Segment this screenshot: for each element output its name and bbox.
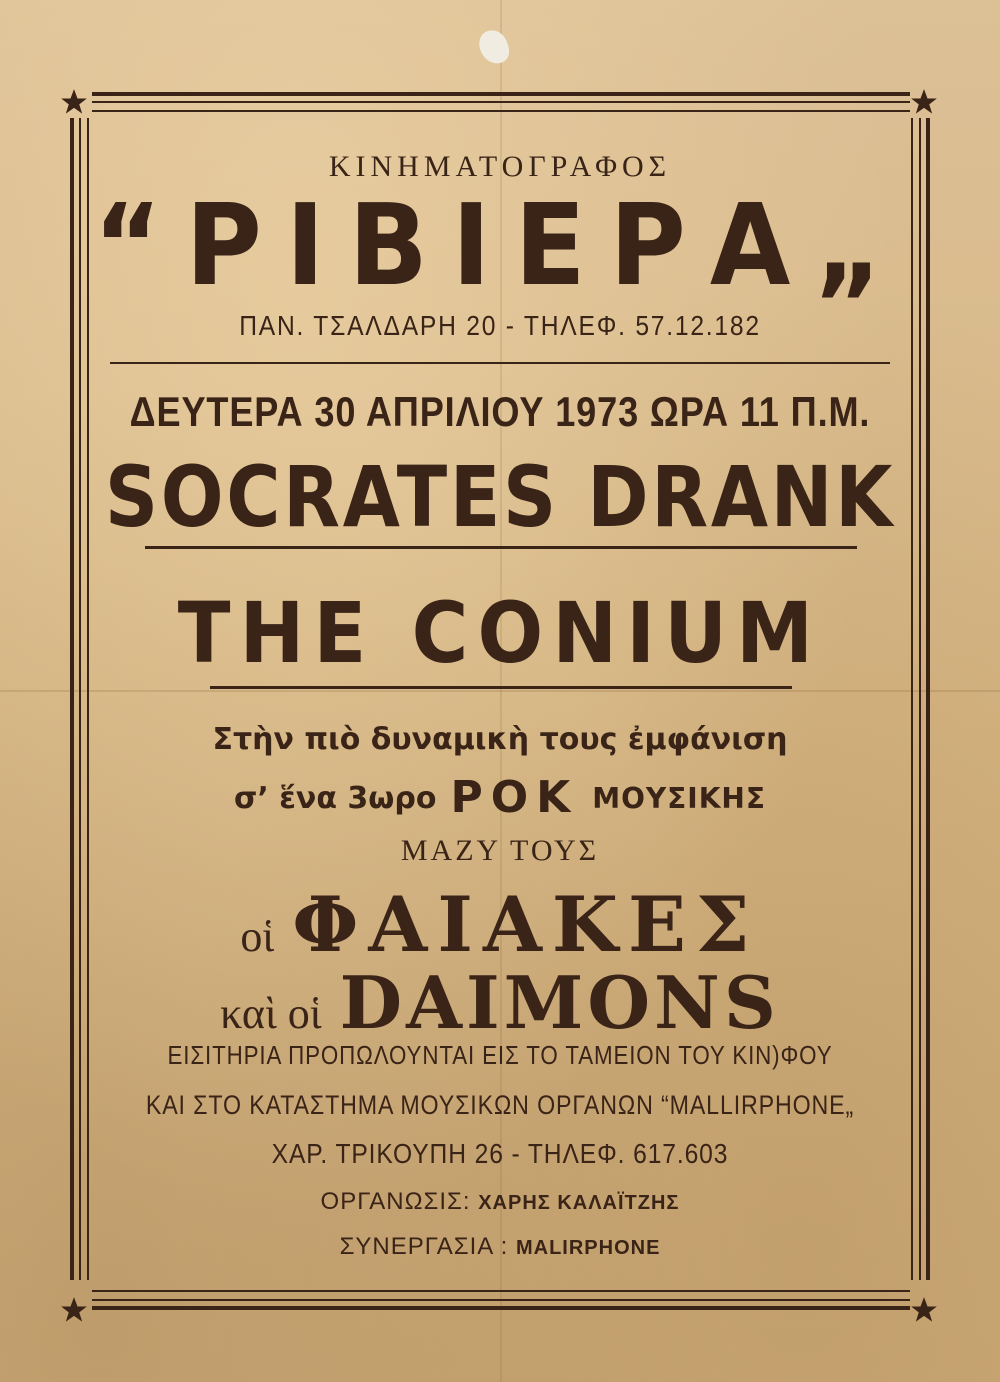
tickets-line-3: ΧΑΡ. ΤΡΙΚΟΥΠΗ 26 - ΤΗΛΕΦ. 617.603 bbox=[271, 1138, 729, 1169]
border-line bbox=[92, 110, 910, 112]
organization-value: ΧΑΡΗΣ ΚΑΛΑΪΤΖΗΣ bbox=[478, 1192, 680, 1214]
border-line bbox=[92, 1290, 910, 1292]
border-line bbox=[92, 92, 910, 96]
act-1-name: ΦΑΙΑΚΕΣ bbox=[292, 880, 760, 969]
star-icon bbox=[910, 88, 938, 116]
headliner-line-1: SOCRATES DRANK bbox=[104, 448, 896, 546]
with-them-label: ΜΑΖΥ ΤΟΥΣ bbox=[400, 834, 600, 867]
divider bbox=[145, 546, 857, 549]
collaboration-line bbox=[0, 1233, 1000, 1261]
support-act-2 bbox=[0, 960, 1000, 1045]
genre-label: ΡΟΚ bbox=[450, 772, 579, 823]
collaboration-label: ΣΥΝΕΡΓΑΣΙΑ : bbox=[339, 1233, 509, 1260]
border-line bbox=[92, 101, 910, 103]
act-2-article: καὶ οἱ bbox=[220, 989, 322, 1038]
border-line bbox=[92, 1299, 910, 1301]
star-icon bbox=[60, 1296, 88, 1324]
headliner-line-2: THE CONIUM bbox=[177, 584, 823, 682]
act-1-article: οἱ bbox=[240, 912, 275, 961]
organization-line bbox=[0, 1188, 1000, 1216]
border-line bbox=[92, 1306, 910, 1310]
star-icon bbox=[60, 88, 88, 116]
tickets-line-1: ΕΙΣΙΤΗΡΙΑ ΠΡΟΠΩΛΟΥΝΤΑΙ ΕΙΣ ΤΟ ΤΑΜΕΙΟΝ ΤΟΥ ΚΙΝ)ΦΟΥ bbox=[167, 1040, 833, 1070]
tickets-line-2: ΚΑΙ ΣΤΟ ΚΑΤΑΣΤΗΜΑ ΜΟΥΣΙΚΩΝ ΟΡΓΑΝΩΝ “MALLIRPHONE„ bbox=[145, 1090, 855, 1120]
star-icon bbox=[910, 1296, 938, 1324]
paper-hole bbox=[476, 27, 512, 67]
support-act-1 bbox=[0, 880, 1000, 969]
cinema-address: ΠΑΝ. ΤΣΑΛΔΑΡΗ 20 - ΤΗΛΕΦ. 57.12.182 bbox=[239, 310, 761, 341]
description-line-1: Στὴν πιὸ δυναμικὴ τους ἐμφάνιση bbox=[212, 722, 788, 757]
description-suffix: ΜΟΥΣΙΚΗΣ bbox=[592, 782, 766, 815]
cinema-name: “ΡΙΒΙΕΡΑ„ bbox=[93, 179, 907, 311]
cinema-label: ΚΙΝΗΜΑΤΟΓΡΑΦΟΣ bbox=[328, 150, 672, 183]
description-prefix: σ’ ἕνα 3ωρο bbox=[234, 781, 437, 816]
event-date-time: ΔΕΥΤΕΡΑ 30 ΑΠΡΙΛΙΟΥ 1973 ΩΡΑ 11 Π.Μ. bbox=[129, 388, 871, 435]
organization-label: ΟΡΓΑΝΩΣΙΣ: bbox=[320, 1188, 471, 1215]
divider bbox=[210, 686, 792, 689]
collaboration-value: MALIRPHONE bbox=[515, 1237, 661, 1259]
divider bbox=[110, 362, 890, 364]
act-2-name: DAIMONS bbox=[339, 960, 780, 1045]
description-line-2 bbox=[0, 772, 1000, 823]
